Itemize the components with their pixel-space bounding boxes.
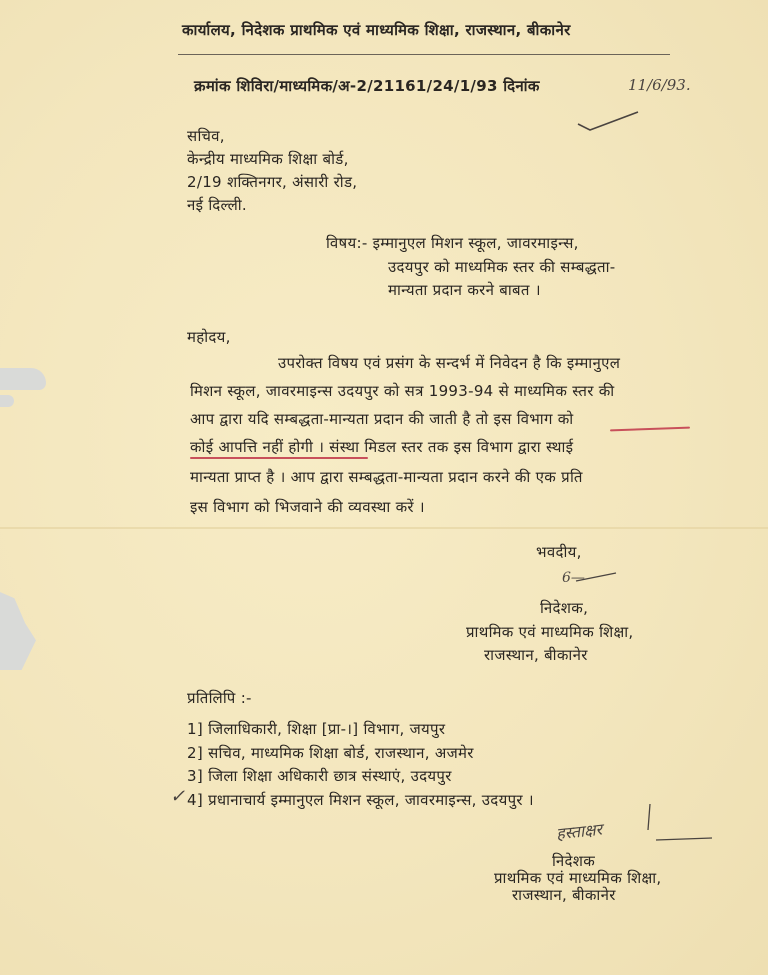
letterhead: कार्यालय, निदेशक प्राथमिक एवं माध्यमिक शिक्षा, राजस्थान, बीकानेर bbox=[182, 21, 571, 39]
closing: भवदीय, bbox=[536, 543, 582, 561]
letterhead-rule bbox=[178, 54, 670, 55]
signature-stroke bbox=[574, 570, 618, 584]
copy-4-tick-icon: ✓ bbox=[170, 786, 186, 807]
copy-heading: प्रतिलिपि :- bbox=[187, 689, 252, 707]
copy-item-1: 1] जिलाधिकारी, शिक्षा [प्रा-।] विभाग, जयपुर bbox=[187, 720, 446, 738]
torn-edge-top bbox=[0, 368, 46, 390]
subject-line-1: विषय:- इम्मानुएल मिशन स्कूल, जावरमाइन्स, bbox=[326, 234, 579, 252]
body-line-3: आप द्वारा यदि सम्बद्धता-मान्यता प्रदान की जाती है तो इस विभाग को bbox=[190, 410, 574, 428]
signatory2-line-1: निदेशक bbox=[552, 852, 596, 870]
fold-crease bbox=[0, 527, 768, 529]
copy-item-2: 2] सचिव, माध्यमिक शिक्षा बोर्ड, राजस्थान, अजमेर bbox=[187, 744, 474, 762]
red-underline-1 bbox=[610, 427, 690, 432]
copy-item-3: 3] जिला शिक्षा अधिकारी छात्र संस्थाएं, उदयपुर bbox=[187, 767, 452, 785]
signature-2-stroke bbox=[604, 800, 714, 860]
signatory2-line-3: राजस्थान, बीकानेर bbox=[512, 886, 616, 904]
salutation: महोदय, bbox=[187, 328, 231, 346]
signatory-line-1: निदेशक, bbox=[540, 599, 589, 617]
signatory2-line-2: प्राथमिक एवं माध्यमिक शिक्षा, bbox=[494, 869, 662, 887]
copy-item-4: 4] प्रधानाचार्य इम्मानुएल मिशन स्कूल, जावरमाइन्स, उदयपुर । bbox=[187, 791, 534, 809]
signatory-line-2: प्राथमिक एवं माध्यमिक शिक्षा, bbox=[466, 623, 634, 641]
signatory-line-3: राजस्थान, बीकानेर bbox=[484, 646, 588, 664]
body-line-4: कोई आपत्ति नहीं होगी । संस्था मिडल स्तर तक इस विभाग द्वारा स्थाई bbox=[190, 438, 574, 456]
reference-number: क्रमांक शिविरा/माध्यमिक/अ-2/21161/24/1/93 दिनांक bbox=[194, 77, 540, 95]
recipient-line-2: केन्द्रीय माध्यमिक शिक्षा बोर्ड, bbox=[187, 150, 349, 168]
body-line-1: उपरोक्त विषय एवं प्रसंग के सन्दर्भ में निवेदन है कि इम्मानुएल bbox=[278, 354, 621, 372]
subject-line-2: उदयपुर को माध्यमिक स्तर की सम्बद्धता- bbox=[388, 258, 616, 276]
body-line-5: मान्यता प्राप्त है । आप द्वारा सम्बद्धता-मान्यता प्रदान करने की एक प्रति bbox=[190, 468, 583, 486]
signature-initial: 6— bbox=[562, 570, 585, 586]
checkmark-icon bbox=[576, 108, 640, 136]
torn-edge-bottom bbox=[0, 592, 36, 670]
body-line-6: इस विभाग को भिजवाने की व्यवस्था करें । bbox=[190, 498, 425, 516]
subject-line-3: मान्यता प्रदान करने बाबत । bbox=[388, 281, 541, 299]
recipient-line-3: 2/19 शक्तिनगर, अंसारी रोड, bbox=[187, 173, 358, 191]
signature-2: हस्ताक्षर bbox=[555, 819, 603, 844]
body-line-2: मिशन स्कूल, जावरमाइन्स उदयपुर को सत्र 1993-94 से माध्यमिक स्तर की bbox=[190, 382, 615, 400]
red-underline-2 bbox=[190, 457, 368, 459]
torn-edge-middle bbox=[0, 395, 14, 407]
date-handwritten: 11/6/93. bbox=[628, 76, 691, 94]
recipient-line-4: नई दिल्ली. bbox=[187, 196, 247, 214]
recipient-line-1: सचिव, bbox=[187, 127, 225, 145]
